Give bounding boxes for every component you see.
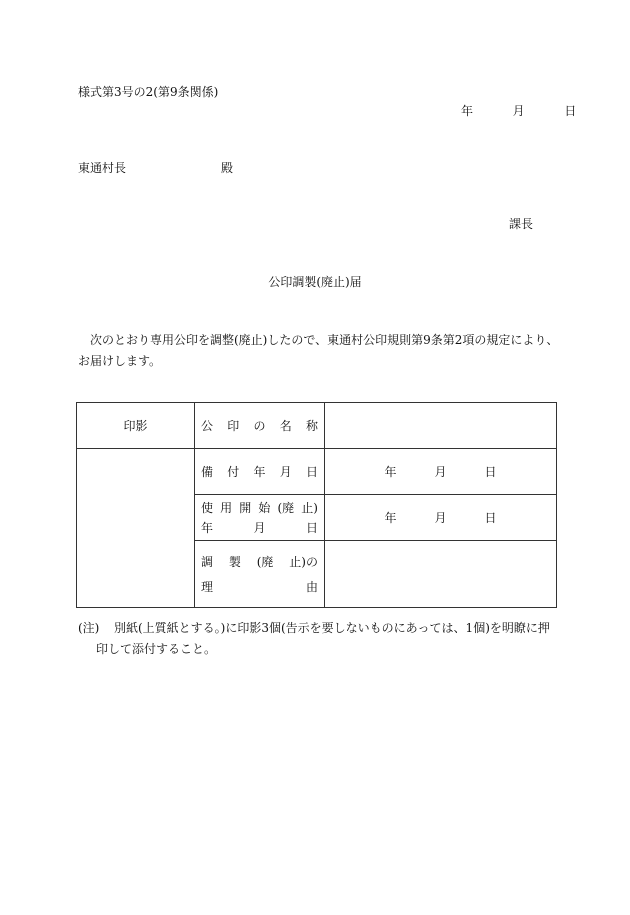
prepared-date-label: 備 付 年 月 日 [195, 449, 325, 495]
seal-impression-header [77, 403, 195, 449]
reason-label: 調 製 (廃 止)の 理 由 [195, 541, 325, 608]
date-month-label: 月 [512, 104, 525, 118]
seal-name-value[interactable] [325, 403, 557, 449]
note-line2: 印して添付すること。 [96, 642, 217, 656]
seal-name-label: 公 印 の 名 称 [195, 403, 325, 449]
seal-form-table [76, 402, 557, 608]
reason-value[interactable] [325, 541, 557, 608]
document-title: 公印調製(廃止)届 [268, 275, 362, 289]
table-row [77, 403, 557, 449]
start-date-value[interactable]: 年 月 日 [325, 495, 557, 541]
note [78, 618, 560, 660]
seal-impression-area [77, 449, 195, 608]
honorific-dono: 殿 [221, 161, 234, 175]
form-number: 様式第3号の2(第9条関係) [78, 85, 219, 99]
seal-impression-label: 印影 [123, 419, 148, 433]
start-date-label: 使 用 開 始 (廃 止) 年 月 日 [195, 495, 325, 541]
date-year-label: 年 [461, 104, 474, 118]
section-chief: 課長 [509, 217, 534, 231]
note-label: (注) [78, 621, 100, 635]
body-text: 次のとおり専用公印を調整(廃止)したので、東通村公印規則第9条第2項の規定により、お届けします。 [78, 333, 559, 368]
addressee: 東通村長 [78, 161, 127, 175]
prepared-date-value[interactable]: 年 月 日 [325, 449, 557, 495]
table-row [77, 449, 557, 495]
note-line1: 別紙(上質紙とする。)に印影3個(告示を要しないものにあっては、1個)を明瞭に押 [114, 621, 550, 635]
submission-date [461, 105, 576, 117]
date-day-label: 日 [564, 104, 577, 118]
